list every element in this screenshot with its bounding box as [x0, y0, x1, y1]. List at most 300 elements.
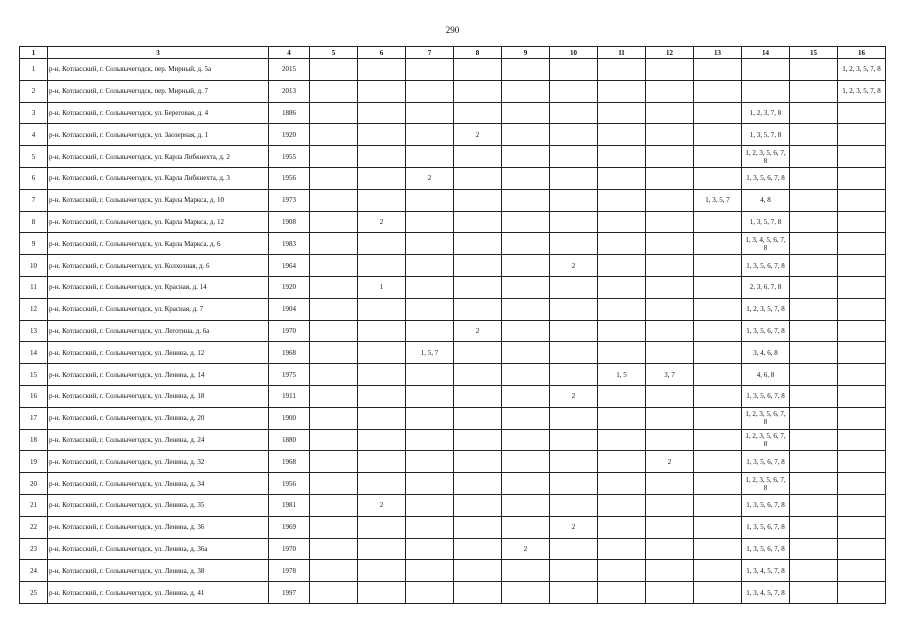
value-cell-9 — [502, 276, 550, 298]
value-cell-5 — [310, 320, 358, 342]
value-cell-9 — [502, 124, 550, 146]
row-number-cell: 5 — [20, 146, 48, 168]
value-cell-14 — [742, 59, 790, 81]
value-cell-10 — [550, 429, 598, 451]
year-cell: 1969 — [269, 516, 310, 538]
row-number-cell: 20 — [20, 473, 48, 495]
value-cell-15 — [790, 298, 838, 320]
value-cell-11 — [598, 211, 646, 233]
value-cell-14 — [742, 80, 790, 102]
value-cell-6 — [358, 582, 406, 604]
year-cell: 1981 — [269, 494, 310, 516]
value-cell-16: 1, 2, 3, 5, 7, 8 — [838, 59, 886, 81]
value-cell-14: 4, 6, 8 — [742, 364, 790, 386]
value-cell-12 — [646, 320, 694, 342]
year-cell: 1973 — [269, 189, 310, 211]
value-cell-14: 1, 3, 4, 5, 6, 7, 8 — [742, 233, 790, 255]
value-cell-11 — [598, 560, 646, 582]
value-cell-7: 1, 5, 7 — [406, 342, 454, 364]
value-cell-11 — [598, 429, 646, 451]
value-cell-14: 1, 3, 5, 6, 7, 8 — [742, 255, 790, 277]
row-number-cell: 17 — [20, 407, 48, 429]
address-cell: р-н. Котласский, г. Сольвычегодск, ул. Карла Либкнехта, д. 2 — [48, 146, 269, 168]
table-row — [20, 189, 886, 211]
value-cell-7 — [406, 233, 454, 255]
value-cell-8 — [454, 298, 502, 320]
value-cell-5 — [310, 582, 358, 604]
address-cell: р-н. Котласский, г. Сольвычегодск, пер. Мирный, д. 5а — [48, 59, 269, 81]
value-cell-8 — [454, 364, 502, 386]
value-cell-16 — [838, 124, 886, 146]
value-cell-5 — [310, 342, 358, 364]
year-cell: 1920 — [269, 124, 310, 146]
value-cell-8 — [454, 102, 502, 124]
value-cell-7 — [406, 102, 454, 124]
value-cell-12: 2 — [646, 451, 694, 473]
table-row — [20, 407, 886, 429]
value-cell-10 — [550, 80, 598, 102]
value-cell-12 — [646, 385, 694, 407]
value-cell-15 — [790, 102, 838, 124]
value-cell-5 — [310, 298, 358, 320]
value-cell-8 — [454, 560, 502, 582]
value-cell-16 — [838, 516, 886, 538]
value-cell-8 — [454, 146, 502, 168]
value-cell-10 — [550, 59, 598, 81]
value-cell-8 — [454, 407, 502, 429]
value-cell-8 — [454, 473, 502, 495]
value-cell-8: 2 — [454, 320, 502, 342]
value-cell-6 — [358, 473, 406, 495]
value-cell-13 — [694, 582, 742, 604]
year-cell: 1904 — [269, 298, 310, 320]
value-cell-13 — [694, 59, 742, 81]
value-cell-5 — [310, 560, 358, 582]
value-cell-13: 1, 3, 5, 7 — [694, 189, 742, 211]
address-cell: р-н. Котласский, г. Сольвычегодск, ул. Ленина, д. 36а — [48, 538, 269, 560]
value-cell-9 — [502, 255, 550, 277]
value-cell-8 — [454, 342, 502, 364]
value-cell-16 — [838, 385, 886, 407]
value-cell-5 — [310, 385, 358, 407]
value-cell-7 — [406, 494, 454, 516]
value-cell-12 — [646, 342, 694, 364]
value-cell-8 — [454, 189, 502, 211]
header-row — [20, 47, 886, 59]
value-cell-14: 1, 2, 3, 5, 6, 7, 8 — [742, 146, 790, 168]
value-cell-16 — [838, 560, 886, 582]
value-cell-8: 2 — [454, 124, 502, 146]
table-row — [20, 167, 886, 189]
value-cell-10 — [550, 167, 598, 189]
value-cell-11 — [598, 276, 646, 298]
table-row — [20, 320, 886, 342]
value-cell-7 — [406, 560, 454, 582]
column-header: 10 — [550, 47, 598, 59]
value-cell-7 — [406, 429, 454, 451]
value-cell-14: 1, 3, 5, 6, 7, 8 — [742, 516, 790, 538]
year-cell: 1900 — [269, 407, 310, 429]
value-cell-15 — [790, 167, 838, 189]
value-cell-8 — [454, 59, 502, 81]
value-cell-14: 2, 3, 6, 7, 8 — [742, 276, 790, 298]
value-cell-13 — [694, 167, 742, 189]
page-number: 290 — [445, 25, 460, 35]
value-cell-12 — [646, 167, 694, 189]
value-cell-8 — [454, 451, 502, 473]
value-cell-5 — [310, 102, 358, 124]
value-cell-9 — [502, 59, 550, 81]
value-cell-7 — [406, 407, 454, 429]
value-cell-15 — [790, 189, 838, 211]
value-cell-15 — [790, 146, 838, 168]
value-cell-8 — [454, 80, 502, 102]
year-cell: 1970 — [269, 538, 310, 560]
value-cell-9 — [502, 211, 550, 233]
value-cell-8 — [454, 255, 502, 277]
address-cell: р-н. Котласский, г. Сольвычегодск, пер. Мирный, д. 7 — [48, 80, 269, 102]
table-row — [20, 473, 886, 495]
year-cell: 1970 — [269, 320, 310, 342]
value-cell-7 — [406, 385, 454, 407]
value-cell-16 — [838, 102, 886, 124]
value-cell-10 — [550, 538, 598, 560]
column-header: 11 — [598, 47, 646, 59]
value-cell-15 — [790, 451, 838, 473]
table-row — [20, 582, 886, 604]
value-cell-11: 1, 5 — [598, 364, 646, 386]
year-cell: 1975 — [269, 364, 310, 386]
value-cell-16 — [838, 494, 886, 516]
value-cell-14: 1, 2, 3, 5, 7, 8 — [742, 298, 790, 320]
row-number-cell: 25 — [20, 582, 48, 604]
row-number-cell: 13 — [20, 320, 48, 342]
value-cell-12 — [646, 538, 694, 560]
value-cell-10 — [550, 146, 598, 168]
value-cell-12 — [646, 124, 694, 146]
value-cell-9 — [502, 233, 550, 255]
value-cell-5 — [310, 255, 358, 277]
table-row — [20, 342, 886, 364]
building-register-table — [19, 46, 886, 604]
row-number-cell: 23 — [20, 538, 48, 560]
value-cell-16 — [838, 407, 886, 429]
year-cell: 1886 — [269, 102, 310, 124]
value-cell-14: 1, 3, 4, 5, 7, 8 — [742, 582, 790, 604]
value-cell-10 — [550, 364, 598, 386]
row-number-cell: 4 — [20, 124, 48, 146]
value-cell-6 — [358, 124, 406, 146]
value-cell-16 — [838, 211, 886, 233]
value-cell-7 — [406, 582, 454, 604]
value-cell-14: 1, 3, 5, 6, 7, 8 — [742, 167, 790, 189]
value-cell-16 — [838, 538, 886, 560]
value-cell-12 — [646, 59, 694, 81]
value-cell-6 — [358, 255, 406, 277]
value-cell-13 — [694, 473, 742, 495]
value-cell-15 — [790, 255, 838, 277]
value-cell-7 — [406, 276, 454, 298]
value-cell-9 — [502, 407, 550, 429]
address-cell: р-н. Котласский, г. Сольвычегодск, ул. Ленина, д. 12 — [48, 342, 269, 364]
value-cell-10 — [550, 560, 598, 582]
value-cell-6 — [358, 364, 406, 386]
value-cell-13 — [694, 494, 742, 516]
value-cell-11 — [598, 538, 646, 560]
address-cell: р-н. Котласский, г. Сольвычегодск, ул. Ленина, д. 20 — [48, 407, 269, 429]
value-cell-12: 3, 7 — [646, 364, 694, 386]
value-cell-10 — [550, 494, 598, 516]
address-cell: р-н. Котласский, г. Сольвычегодск, ул. Карла Маркса, д. 10 — [48, 189, 269, 211]
row-number-cell: 15 — [20, 364, 48, 386]
value-cell-7 — [406, 189, 454, 211]
row-number-cell: 22 — [20, 516, 48, 538]
year-cell: 1908 — [269, 211, 310, 233]
value-cell-11 — [598, 233, 646, 255]
value-cell-14: 1, 3, 5, 6, 7, 8 — [742, 451, 790, 473]
year-cell: 1911 — [269, 385, 310, 407]
value-cell-10: 2 — [550, 255, 598, 277]
value-cell-6 — [358, 429, 406, 451]
value-cell-7 — [406, 124, 454, 146]
value-cell-15 — [790, 364, 838, 386]
value-cell-6 — [358, 342, 406, 364]
value-cell-14: 1, 2, 3, 5, 6, 7, 8 — [742, 473, 790, 495]
value-cell-10 — [550, 320, 598, 342]
year-cell: 1997 — [269, 582, 310, 604]
table-row — [20, 124, 886, 146]
value-cell-13 — [694, 233, 742, 255]
value-cell-6 — [358, 298, 406, 320]
address-cell: р-н. Котласский, г. Сольвычегодск, ул. Ленина, д. 14 — [48, 364, 269, 386]
value-cell-9 — [502, 385, 550, 407]
value-cell-7 — [406, 451, 454, 473]
row-number-cell: 8 — [20, 211, 48, 233]
value-cell-9 — [502, 167, 550, 189]
column-header: 6 — [358, 47, 406, 59]
column-header: 16 — [838, 47, 886, 59]
value-cell-13 — [694, 560, 742, 582]
value-cell-13 — [694, 255, 742, 277]
value-cell-11 — [598, 582, 646, 604]
value-cell-12 — [646, 80, 694, 102]
address-cell: р-н. Котласский, г. Сольвычегодск, ул. Карла Маркса, д. 12 — [48, 211, 269, 233]
value-cell-14: 1, 3, 5, 6, 7, 8 — [742, 538, 790, 560]
value-cell-5 — [310, 364, 358, 386]
row-number-cell: 12 — [20, 298, 48, 320]
value-cell-12 — [646, 560, 694, 582]
address-cell: р-н. Котласский, г. Сольвычегодск, ул. Ленина, д. 24 — [48, 429, 269, 451]
value-cell-13 — [694, 451, 742, 473]
column-header: 13 — [694, 47, 742, 59]
value-cell-12 — [646, 429, 694, 451]
value-cell-8 — [454, 385, 502, 407]
table-row — [20, 255, 886, 277]
value-cell-16 — [838, 342, 886, 364]
table-row — [20, 451, 886, 473]
value-cell-5 — [310, 538, 358, 560]
value-cell-13 — [694, 429, 742, 451]
year-cell: 1983 — [269, 233, 310, 255]
value-cell-13 — [694, 538, 742, 560]
address-cell: р-н. Котласский, г. Сольвычегодск, ул. Карла Маркса, д. 6 — [48, 233, 269, 255]
value-cell-8 — [454, 211, 502, 233]
value-cell-15 — [790, 233, 838, 255]
value-cell-14: 4, 8 — [742, 189, 790, 211]
value-cell-12 — [646, 473, 694, 495]
value-cell-10: 2 — [550, 385, 598, 407]
value-cell-15 — [790, 320, 838, 342]
value-cell-9 — [502, 320, 550, 342]
year-cell: 1920 — [269, 276, 310, 298]
value-cell-6: 1 — [358, 276, 406, 298]
value-cell-10 — [550, 189, 598, 211]
value-cell-6 — [358, 167, 406, 189]
value-cell-8 — [454, 429, 502, 451]
value-cell-16 — [838, 146, 886, 168]
value-cell-7 — [406, 59, 454, 81]
column-header: 1 — [20, 47, 48, 59]
row-number-cell: 16 — [20, 385, 48, 407]
value-cell-12 — [646, 233, 694, 255]
value-cell-16 — [838, 473, 886, 495]
value-cell-12 — [646, 582, 694, 604]
value-cell-10 — [550, 407, 598, 429]
value-cell-13 — [694, 364, 742, 386]
value-cell-7 — [406, 298, 454, 320]
value-cell-13 — [694, 102, 742, 124]
value-cell-7: 2 — [406, 167, 454, 189]
address-cell: р-н. Котласский, г. Сольвычегодск, ул. Леготина, д. 6а — [48, 320, 269, 342]
value-cell-5 — [310, 167, 358, 189]
year-cell: 1955 — [269, 146, 310, 168]
value-cell-11 — [598, 189, 646, 211]
value-cell-11 — [598, 298, 646, 320]
value-cell-14: 1, 2, 3, 7, 8 — [742, 102, 790, 124]
value-cell-13 — [694, 276, 742, 298]
value-cell-8 — [454, 167, 502, 189]
table-row — [20, 560, 886, 582]
value-cell-9: 2 — [502, 538, 550, 560]
year-cell: 1978 — [269, 560, 310, 582]
value-cell-6 — [358, 451, 406, 473]
row-number-cell: 2 — [20, 80, 48, 102]
table-row — [20, 298, 886, 320]
value-cell-11 — [598, 494, 646, 516]
value-cell-7 — [406, 516, 454, 538]
value-cell-16 — [838, 276, 886, 298]
value-cell-14: 1, 3, 4, 5, 7, 8 — [742, 560, 790, 582]
value-cell-14: 1, 3, 5, 6, 7, 8 — [742, 494, 790, 516]
value-cell-5 — [310, 473, 358, 495]
row-number-cell: 11 — [20, 276, 48, 298]
value-cell-6 — [358, 80, 406, 102]
value-cell-16 — [838, 582, 886, 604]
value-cell-10 — [550, 276, 598, 298]
value-cell-15 — [790, 276, 838, 298]
value-cell-10 — [550, 211, 598, 233]
row-number-cell: 18 — [20, 429, 48, 451]
value-cell-14: 1, 3, 5, 6, 7, 8 — [742, 385, 790, 407]
table-row — [20, 102, 886, 124]
value-cell-9 — [502, 146, 550, 168]
value-cell-12 — [646, 298, 694, 320]
table-row — [20, 364, 886, 386]
row-number-cell: 14 — [20, 342, 48, 364]
value-cell-9 — [502, 516, 550, 538]
table-row — [20, 516, 886, 538]
value-cell-15 — [790, 429, 838, 451]
table-row — [20, 276, 886, 298]
value-cell-7 — [406, 80, 454, 102]
value-cell-5 — [310, 494, 358, 516]
table-row — [20, 429, 886, 451]
value-cell-5 — [310, 451, 358, 473]
value-cell-16 — [838, 364, 886, 386]
value-cell-13 — [694, 80, 742, 102]
value-cell-10 — [550, 298, 598, 320]
column-header: 7 — [406, 47, 454, 59]
value-cell-9 — [502, 473, 550, 495]
address-cell: р-н. Котласский, г. Сольвычегодск, ул. Береговая, д. 4 — [48, 102, 269, 124]
value-cell-15 — [790, 80, 838, 102]
value-cell-8 — [454, 538, 502, 560]
value-cell-15 — [790, 560, 838, 582]
value-cell-7 — [406, 538, 454, 560]
value-cell-15 — [790, 538, 838, 560]
value-cell-10 — [550, 473, 598, 495]
value-cell-6: 2 — [358, 494, 406, 516]
value-cell-6 — [358, 538, 406, 560]
table-row — [20, 494, 886, 516]
address-cell: р-н. Котласский, г. Сольвычегодск, ул. Ленина, д. 18 — [48, 385, 269, 407]
table-row — [20, 233, 886, 255]
row-number-cell: 6 — [20, 167, 48, 189]
year-cell: 2013 — [269, 80, 310, 102]
value-cell-9 — [502, 560, 550, 582]
row-number-cell: 24 — [20, 560, 48, 582]
address-cell: р-н. Котласский, г. Сольвычегодск, ул. Красная, д. 7 — [48, 298, 269, 320]
value-cell-16 — [838, 167, 886, 189]
address-cell: р-н. Котласский, г. Сольвычегодск, ул. Красная, д. 14 — [48, 276, 269, 298]
value-cell-14: 3, 4, 6, 8 — [742, 342, 790, 364]
value-cell-5 — [310, 407, 358, 429]
column-header: 5 — [310, 47, 358, 59]
value-cell-15 — [790, 582, 838, 604]
column-header: 14 — [742, 47, 790, 59]
value-cell-6 — [358, 146, 406, 168]
value-cell-6 — [358, 189, 406, 211]
value-cell-9 — [502, 494, 550, 516]
address-cell: р-н. Котласский, г. Сольвычегодск, ул. Колхозная, д. 6 — [48, 255, 269, 277]
value-cell-12 — [646, 276, 694, 298]
table-row — [20, 211, 886, 233]
value-cell-11 — [598, 342, 646, 364]
value-cell-5 — [310, 429, 358, 451]
value-cell-6 — [358, 59, 406, 81]
value-cell-10 — [550, 342, 598, 364]
row-number-cell: 19 — [20, 451, 48, 473]
value-cell-15 — [790, 59, 838, 81]
value-cell-16 — [838, 429, 886, 451]
column-header: 4 — [269, 47, 310, 59]
value-cell-12 — [646, 189, 694, 211]
address-cell: р-н. Котласский, г. Сольвычегодск, ул. Карла Либкнехта, д. 3 — [48, 167, 269, 189]
value-cell-14: 1, 3, 5, 7, 8 — [742, 211, 790, 233]
value-cell-11 — [598, 124, 646, 146]
year-cell: 1956 — [269, 473, 310, 495]
value-cell-7 — [406, 211, 454, 233]
